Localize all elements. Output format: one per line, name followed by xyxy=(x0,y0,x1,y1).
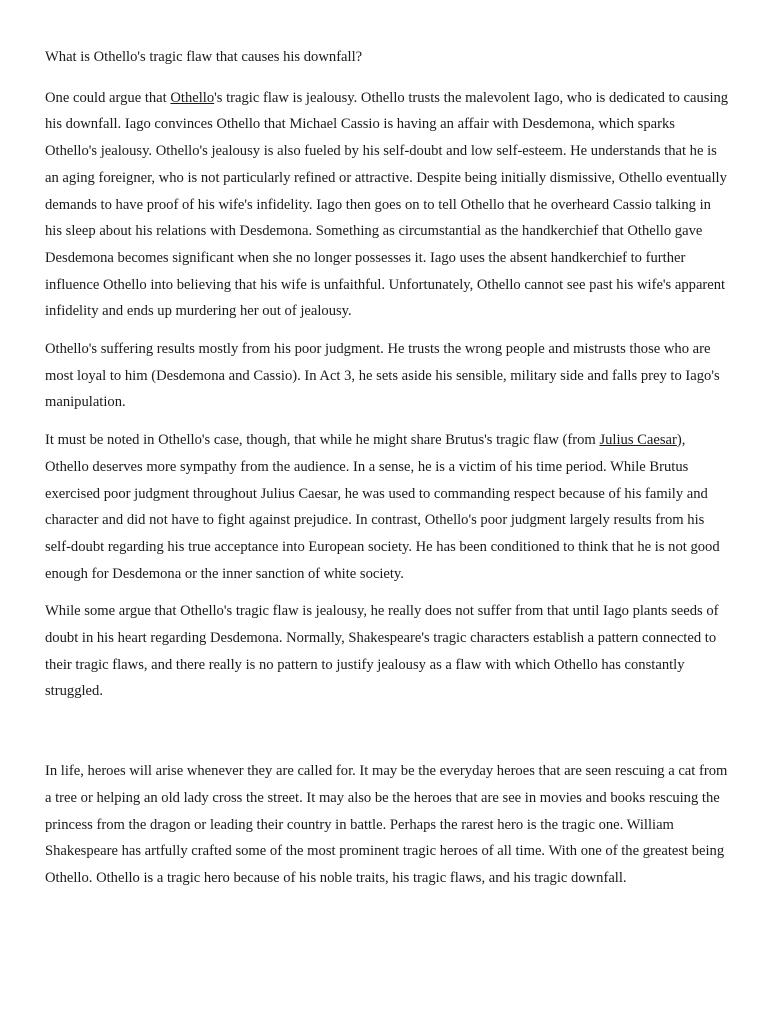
paragraph-text: ), Othello deserves more sympathy from the audience. In a sense, he is a victim of his time period. While Brutus exercised poor judgment throughout Julius Caesar, he was used to commanding respect because of his family and character and did not have to fight against prejudice. In contrast, Othello's poor judgment largely results from his self-doubt regarding his true acceptance into European society. He has been conditioned to think that he is not good enough for Desdemona or the inner sanction of white society. xyxy=(45,432,720,582)
paragraph-judgment: Othello's suffering results mostly from his poor judgment. He trusts the wrong people and mistrusts those who are most loyal to him (Desdemona and Cassio). In Act 3, he sets aside his sensible, military side and falls prey to Iago's manipulation. xyxy=(45,341,720,411)
julius-caesar-link[interactable]: Julius Caesar xyxy=(599,432,677,449)
paragraph-text: One could argue that xyxy=(45,89,171,106)
paragraph-text: 's tragic flaw is jealousy. Othello trusts the malevolent Iago, who is dedicated to causing his downfall. Iago convinces Othello that Michael Cassio is having an affair with Desdemona, which sparks Othello's jealousy. Othello's jealousy is also fueled by his self-doubt and low self-esteem. He understands that he is an aging foreigner, who is not particularly refined or attractive. Despite being initially dismissive, Othello eventually demands to have proof of his wife's infidelity. Iago then goes on to tell Othello that he overheard Cassio talking in his sleep about his relations with Desdemona. Something as circumstantial as the handkerchief that Othello gave Desdemona becomes significant when she no longer possesses it. Iago uses the absent handkerchief to further influence Othello into believing that his wife is unfaithful. Unfortunately, Othello cannot see past his wife's apparent infidelity and ends up murdering her out of jealousy. xyxy=(45,89,729,320)
paragraph-tragic-hero: In life, heroes will arise whenever they are called for. It may be the everyday heroes that are seen rescuing a cat from a tree or helping an old lady cross the street. It may also be the heroes that are see in movies and books rescuing the princess from the dragon or leading their country in battle. Perhaps the rarest hero is the tragic one. William Shakespeare has artfully crafted some of the most prominent tragic heroes of all time. With one of the greatest being Othello. Othello is a tragic hero because of his noble traits, his tragic flaws, and his tragic downfall. xyxy=(45,763,728,886)
question-heading: What is Othello's tragic flaw that causes his downfall? xyxy=(45,49,363,65)
document-page xyxy=(45,44,730,903)
paragraph-text: It must be noted in Othello's case, though, that while he might share Brutus's tragic flaw (from xyxy=(45,432,600,449)
paragraph-brutus-comparison xyxy=(45,427,730,587)
paragraph-counterargument: While some argue that Othello's tragic flaw is jealousy, he really does not suffer from that until Iago plants seeds of doubt in his heart regarding Desdemona. Normally, Shakespeare's tragic characters establish a pattern connected to their tragic flaws, and there really is no pattern to justify jealousy as a flaw with which Othello has constantly struggled. xyxy=(45,603,719,700)
section-spacer xyxy=(45,716,730,758)
othello-link[interactable]: Othello xyxy=(170,89,215,106)
paragraph-jealousy xyxy=(45,85,730,325)
